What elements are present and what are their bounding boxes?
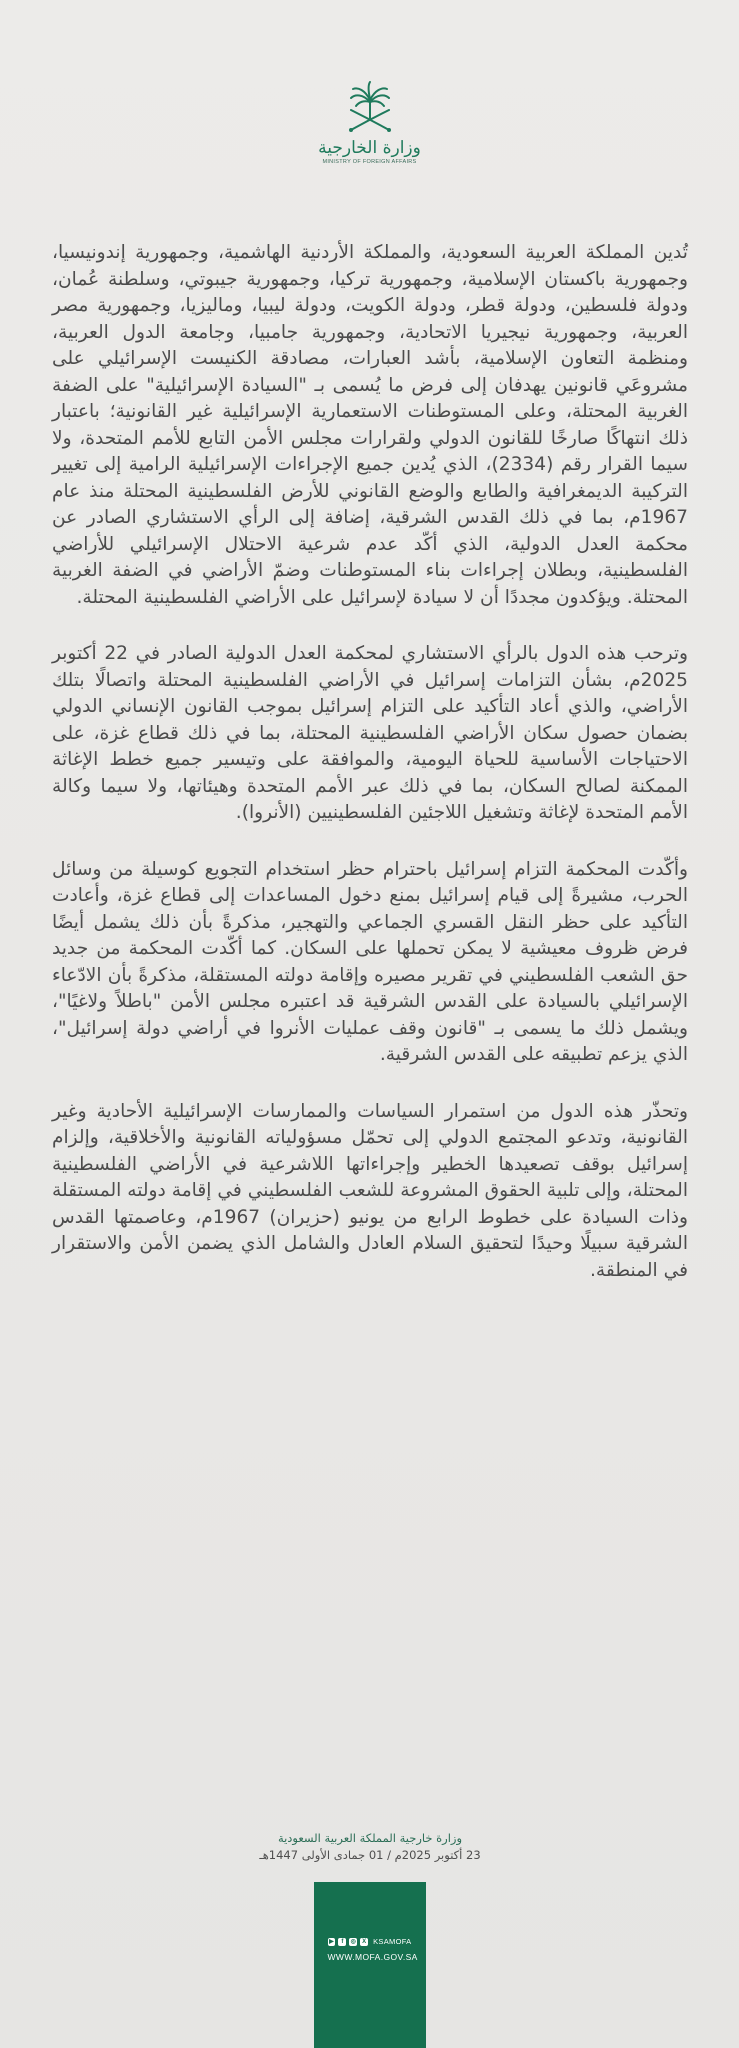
website-link[interactable]: WWW.MOFA.GOV.SA [327,1952,418,1962]
x-icon[interactable]: X [362,1938,367,1945]
ministry-name-english: MINISTRY OF FOREIGN AFFAIRS [322,159,417,165]
issuer-name: وزارة خارجية المملكة العربية السعودية [277,1831,463,1845]
statement-paragraph-1: تُدين المملكة العربية السعودية، والمملكة الأردنية الهاشمية، وجمهورية إندونيسيا، وجمهورية باكستان الإسلامية، وجمهورية تركيا، وجمهورية جيبوتي، وسلطنة عُمان، ودولة فلسطين، ودولة قطر، ودولة الكويت، ودولة ليبيا، وماليزيا، وجمهورية مصر العربية، وجمهورية نيجيريا الاتحادية، وجمهورية جامبيا، وجامعة الدول العربية، ومنظمة التعاون الإسلامية، بأشد العبارات، مصادقة الكنيست الإسرائيلي على مشروعَي قانونين يهدفان إلى فرض ما يُسمى بـ "السيادة الإسرائيلية" على الضفة الغربية المحتلة، وعلى المستوطنات الاستعمارية الإسرائيلية غير القانونية؛ باعتبار ذلك انتهاكًا صارخًا للقانون الدولي ولقرارات مجلس الأمن التابع للأمم المتحدة، ولا سيما القرار رقم (2334)، الذي يُدين جميع الإجراءات الإسرائيلية الرامية إلى تغيير التركيبة الديمغرافية والطابع والوضع القانوني للأرض الفلسطينية المحتلة منذ عام 1967م، بما في ذلك القدس الشرقية، إضافة إلى الرأي الاستشاري الصادر عن محكمة العدل الدولية، الذي أكّد عدم شرعية الاحتلال الإسرائيلي للأراضي الفلسطينية، وبطلان إجراءات بناء المستوطنات وضمّ الأراضي في الضفة الغربية المحتلة. ويؤكدون مجددًا أن لا سيادة لإسرائيل على الأراضي الفلسطينية المحتلة. [52,242,688,608]
social-links [328,1937,412,1946]
statement-paragraph-4: وتحذّر هذه الدول من استمرار السياسات والممارسات الإسرائيلية الأحادية وغير القانونية، وتدعو المجتمع الدولي إلى تحمّل مسؤولياته القانونية والأخلاقية، وإلزام إسرائيل بوقف تصعيدها الخطير وإجراءاتها اللاشرعية في الأراضي الفلسطينية المحتلة، وإلى تلبية الحقوق المشروعة للشعب الفلسطيني في إقامة دولته المستقلة وذات السيادة على خطوط الرابع من يونيو (حزيران) 1967م، وعاصمتها القدس الشرقية سبيلًا وحيدًا لتحقيق السلام العادل والشامل الذي يضمن الأمن والاستقرار في المنطقة. [52,1100,689,1281]
palm-swords-emblem-icon [341,80,399,136]
youtube-icon[interactable]: ▶ [329,1938,334,1945]
signature-block [52,1830,688,1864]
statement-paragraph-2: وترحب هذه الدول بالرأي الاستشاري لمحكمة العدل الدولية الصادر في 22 أكتوبر 2025م، بشأن التزامات إسرائيل في الأراضي الفلسطينية المحتلة واتصالًا بتلك الأراضي، والذي أعاد التأكيد على التزام إسرائيل بموجب القانون الإنساني الدولي بضمان حصول سكان الأراضي الفلسطينية المحتلة، بما في ذلك قطاع غزة، على الاحتياجات الأساسية للحياة اليومية، والموافقة على وتيسير جميع خطط الإغاثة الممكنة لصالح السكان، بما في ذلك عبر الأمم المتحدة وهيئاتها، ولا سيما وكالة الأمم المتحدة لإغاثة وتشغيل اللاجئين الفلسطينيين (الأنروا). [52,643,688,823]
statement-body [52,240,688,1314]
footer-band [314,1882,426,2048]
ministry-name-arabic: وزارة الخارجية [318,138,421,158]
statement-paragraph-3: وأكّدت المحكمة التزام إسرائيل باحترام حظر استخدام التجويع كوسيلة من وسائل الحرب، مشيرةً إلى قيام إسرائيل بمنع دخول المساعدات إلى قطاع غزة، وأعادت التأكيد على حظر النقل القسري الجماعي والتهجير، مذكرةً بأن ذلك يشمل أيضًا فرض ظروف معيشية لا يمكن تحملها على السكان. كما أكّدت المحكمة من جديد حق الشعب الفلسطيني في تقرير مصيره وإقامة دولته المستقلة، مذكرةً بأن الادّعاء الإسرائيلي بالسيادة على القدس الشرقية قد اعتبره مجلس الأمن "باطلاً ولاغيًا"، ويشمل ذلك ما يسمى بـ "قانون وقف عمليات الأنروا في أراضي دولة إسرائيل"، الذي يزعم تطبيقه على القدس الشرقية. [52,858,688,1065]
ministry-logo [315,80,425,165]
instagram-icon[interactable]: ◎ [350,1938,356,1945]
issue-date: 23 أكتوبر 2025م / 01 جمادى الأولى 1447هـ [259,1848,481,1862]
facebook-icon[interactable]: f [338,1938,346,1946]
social-handle[interactable]: KSAMOFA [373,1937,412,1946]
